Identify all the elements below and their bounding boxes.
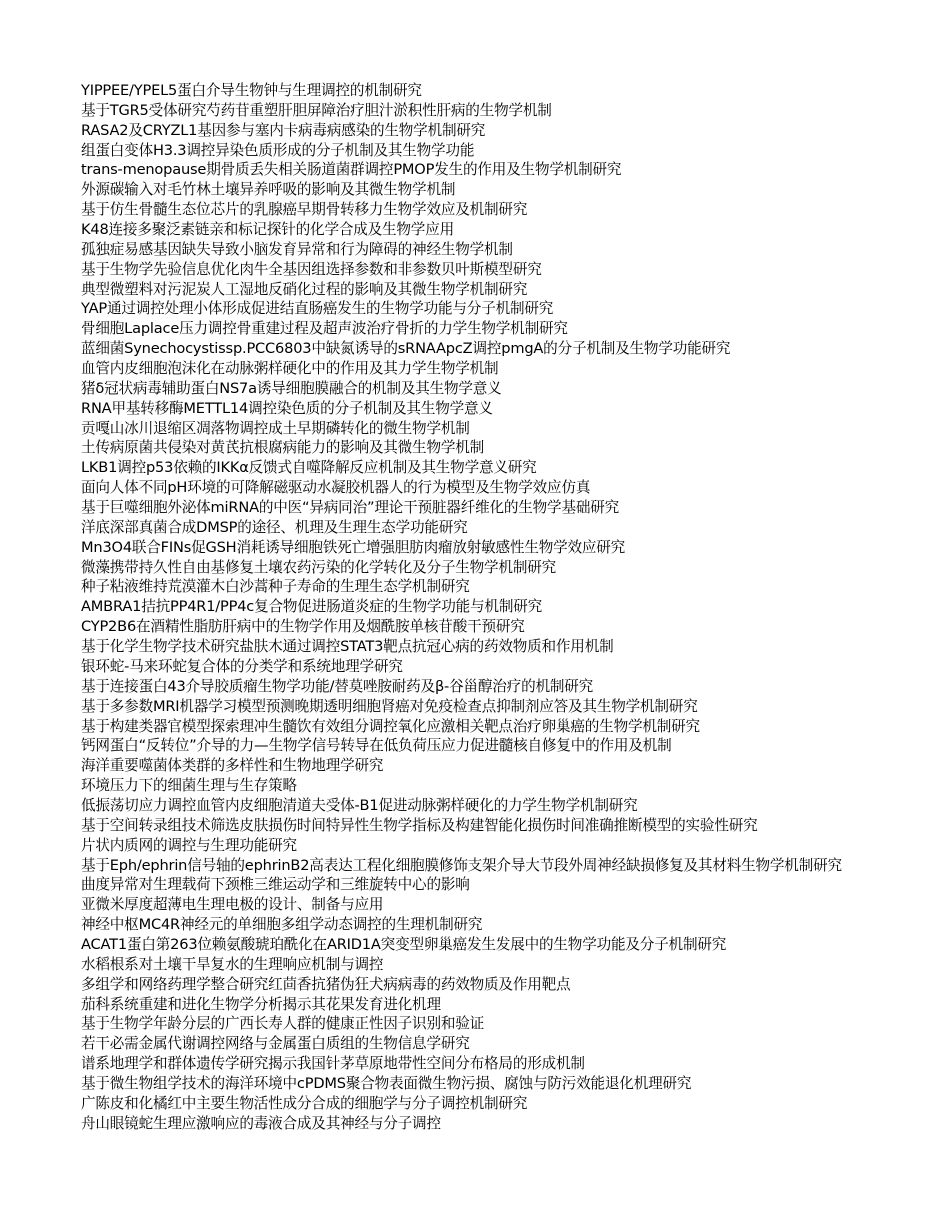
project-title-line: 亚微米厚度超薄电生理电极的设计、制备与应用 <box>81 896 384 914</box>
project-title-line: 孤独症易感基因缺失导致小脑发育异常和行为障碍的神经生物学机制 <box>81 240 513 258</box>
project-title-line: 典型微塑料对污泥炭人工湿地反硝化过程的影响及其微生物学机制研究 <box>81 280 528 298</box>
project-title-line: LKB1调控p53依赖的IKKα反馈式自噬降解反应机制及其生物学意义研究 <box>81 459 537 477</box>
project-title-line: 组蛋白变体H3.3调控异染色质形成的分子机制及其生物学功能 <box>81 141 475 159</box>
project-title-line: 基于化学生物学技术研究盐肤木通过调控STAT3靶点抗冠心病的药效物质和作用机制 <box>81 638 614 656</box>
project-title-line: 基于巨噬细胞外泌体miRNA的中医“异病同治”理论干预脏器纤维化的生物学基础研究 <box>81 499 620 517</box>
project-title-line: 基于仿生骨髓生态位芯片的乳腺癌早期骨转移力生物学效应及机制研究 <box>81 201 528 219</box>
project-title-line: 基于TGR5受体研究芍药苷重塑肝胆屏障治疗胆汁淤积性肝病的生物学机制 <box>81 101 552 119</box>
project-title-line: Mn3O4联合FINs促GSH消耗诱导细胞铁死亡增强胆肪肉瘤放射敏感性生物学效应研究 <box>81 538 626 556</box>
project-title-line: 低振荡切应力调控血管内皮细胞清道夫受体-B1促进动脉粥样硬化的力学生物学机制研究 <box>81 796 638 814</box>
project-title-line: 基于连接蛋白43介导胶质瘤生物学功能/替莫唑胺耐药及β-谷甾醇治疗的机制研究 <box>81 677 594 695</box>
project-title-line: 银环蛇-马来环蛇复合体的分类学和系统地理学研究 <box>81 657 403 675</box>
project-title-line: 洋底深部真菌合成DMSP的途径、机理及生理生态学功能研究 <box>81 518 468 536</box>
project-title-line: 多组学和网络药理学整合研究红茴香抗猪伪狂犬病病毒的药效物质及作用靶点 <box>81 975 571 993</box>
project-title-line: 环境压力下的细菌生理与生存策略 <box>81 777 297 795</box>
project-title-line: 水稻根系对土壤干旱复水的生理响应机制与调控 <box>81 955 384 973</box>
project-title-line: 骨细胞Laplace压力调控骨重建过程及超声波治疗骨折的力学生物学机制研究 <box>81 320 568 338</box>
project-title-line: 外源碳输入对毛竹林土壤异养呼吸的影响及其微生物学机制 <box>81 181 456 199</box>
project-title-line: YAP通过调控处理小体形成促进结直肠癌发生的生物学功能与分子机制研究 <box>81 300 554 318</box>
project-title-line: 神经中枢MC4R神经元的单细胞多组学动态调控的生理机制研究 <box>81 916 483 934</box>
project-title-line: trans-menopause期骨质丢失相关肠道菌群调控PMOP发生的作用及生物学机制研究 <box>81 161 622 179</box>
project-title-line: 蓝细菌Synechocystissp.PCC6803中缺氮诱导的sRNAApcZ调控pmgA的分子机制及生物学功能研究 <box>81 340 731 358</box>
project-title-line: 海洋重要噬菌体类群的多样性和生物地理学研究 <box>81 757 384 775</box>
project-title-line: 基于构建类器官模型探索理冲生髓饮有效组分调控氧化应激相关靶点治疗卵巢癌的生物学机制研究 <box>81 717 700 735</box>
project-title-line: ACAT1蛋白第263位赖氨酸琥珀酰化在ARID1A突变型卵巢癌发生发展中的生物学功能及分子机制研究 <box>81 935 727 953</box>
project-title-line: RASA2及CRYZL1基因参与塞内卡病毒病感染的生物学机制研究 <box>81 121 486 139</box>
project-title-line: 片状内质网的调控与生理功能研究 <box>81 836 297 854</box>
project-title-line: 基于Eph/ephrin信号轴的ephrinB2高表达工程化细胞膜修饰支架介导大节段外周神经缺损修复及其材料生物学机制研究 <box>81 856 842 874</box>
project-title-line: RNA甲基转移酶METTL14调控染色质的分子机制及其生物学意义 <box>81 399 493 417</box>
project-title-line: 舟山眼镜蛇生理应激响应的毒液合成及其神经与分子调控 <box>81 1114 441 1132</box>
project-title-line: CYP2B6在酒精性脂肪肝病中的生物学作用及烟酰胺单核苷酸干预研究 <box>81 618 525 636</box>
project-title-line: 贡嘎山冰川退缩区凋落物调控成土早期磷转化的微生物学机制 <box>81 419 470 437</box>
project-title-line: 基于空间转录组技术筛选皮肤损伤时间特异性生物学指标及构建智能化损伤时间准确推断模型的实验性研究 <box>81 816 758 834</box>
project-title-line: 曲度异常对生理载荷下颈椎三维运动学和三维旋转中心的影响 <box>81 876 470 894</box>
project-title-line: 基于微生物组学技术的海洋环境中cPDMS聚合物表面微生物污损、腐蚀与防污效能退化机理研究 <box>81 1074 692 1092</box>
project-title-line: 基于生物学先验信息优化肉牛全基因组选择参数和非参数贝叶斯模型研究 <box>81 260 542 278</box>
project-title-line: 种子粘液维持荒漠灌木白沙蒿种子寿命的生理生态学机制研究 <box>81 578 470 596</box>
project-title-line: 茄科系统重建和进化生物学分析揭示其花果发育进化机理 <box>81 995 441 1013</box>
project-title-line: K48连接多聚泛素链亲和标记探针的化学合成及生物学应用 <box>81 221 454 239</box>
project-title-line: 钙网蛋白“反转位”介导的力—生物学信号转导在低负荷压应力促进髓核自修复中的作用及机制 <box>81 737 672 755</box>
project-title-line: 面向人体不同pH环境的可降解磁驱动水凝胶机器人的行为模型及生物学效应仿真 <box>81 479 591 497</box>
project-title-list <box>81 81 854 1134</box>
project-title-line: 广陈皮和化橘红中主要生物活性成分合成的细胞学与分子调控机制研究 <box>81 1094 528 1112</box>
project-title-line: 基于多参数MRI机器学习模型预测晚期透明细胞肾癌对免疫检查点抑制剂应答及其生物学机制研究 <box>81 697 698 715</box>
project-title-line: 若干必需金属代谢调控网络与金属蛋白质组的生物信息学研究 <box>81 1035 470 1053</box>
project-title-line: 基于生物学年龄分层的广西长寿人群的健康正性因子识别和验证 <box>81 1015 485 1033</box>
project-title-line: 猪δ冠状病毒辅助蛋白NS7a诱导细胞膜融合的机制及其生物学意义 <box>81 379 502 397</box>
project-title-line: 谱系地理学和群体遗传学研究揭示我国针茅草原地带性空间分布格局的形成机制 <box>81 1055 585 1073</box>
project-title-line: AMBRA1拮抗PP4R1/PP4c复合物促进肠道炎症的生物学功能与机制研究 <box>81 598 543 616</box>
project-title-line: 血管内皮细胞泡沫化在动脉粥样硬化中的作用及其力学生物学机制 <box>81 360 499 378</box>
project-title-line: 土传病原菌共侵染对黄芪抗根腐病能力的影响及其微生物学机制 <box>81 439 485 457</box>
project-title-line: YIPPEE/YPEL5蛋白介导生物钟与生理调控的机制研究 <box>81 82 422 99</box>
project-title-line: 微藻携带持久性自由基修复土壤农药污染的化学转化及分子生物学机制研究 <box>81 558 556 576</box>
